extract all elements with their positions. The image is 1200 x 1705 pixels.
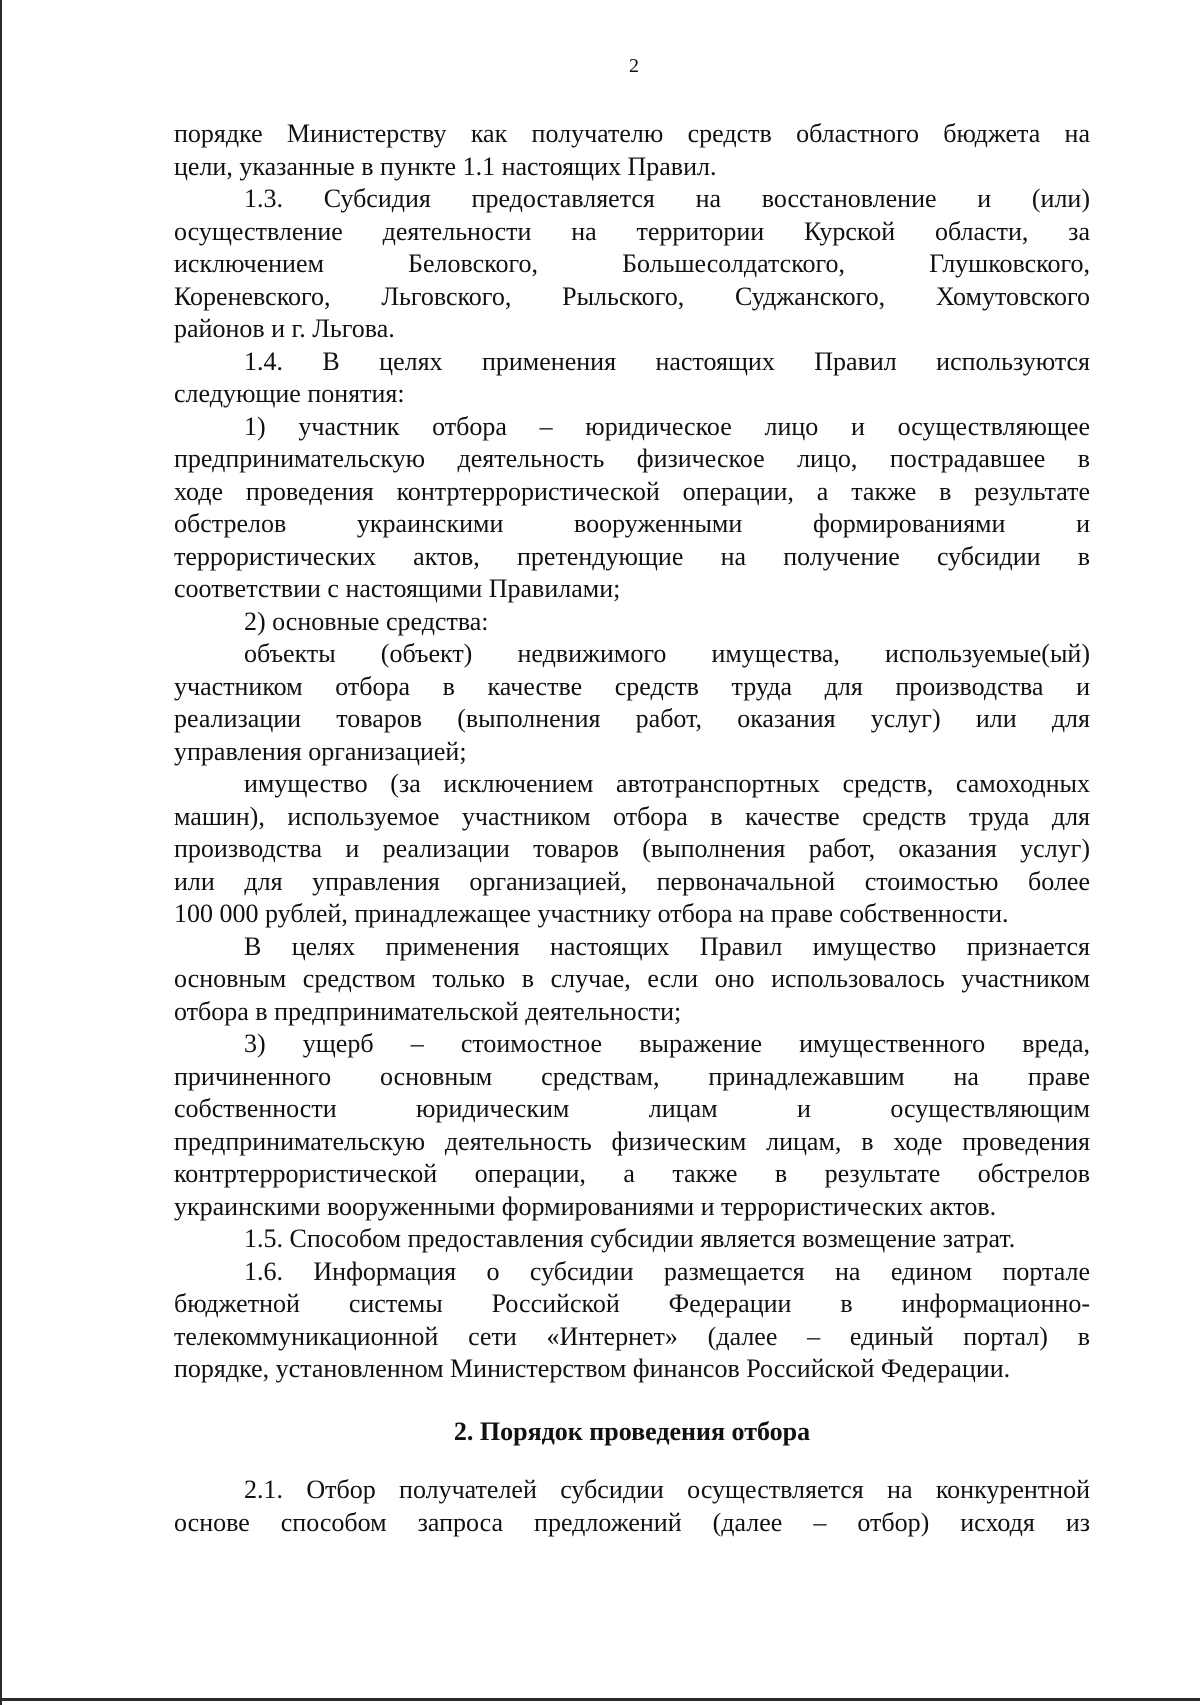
page-edge-left	[0, 0, 2, 1705]
text-line: причиненного основным средствам, принадлежавшим на праве	[174, 1061, 1090, 1091]
text-line: украинскими вооруженными формированиями и террористических актов.	[174, 1191, 997, 1221]
text-line: основным средством только в случае, если оно использовалось участником	[174, 964, 1090, 993]
text-line: отбора в предпринимательской деятельности;	[174, 996, 682, 1026]
text-line: бюджетной системы Российской Федерации в информационно-	[174, 1289, 1090, 1318]
text-line: цели, указанные в пункте 1.1 настоящих Правил.	[174, 151, 717, 181]
text-line: исключением Беловского, Большесолдатского, Глушковского,	[174, 249, 1090, 278]
text-line: 100 000 рублей, принадлежащее участнику отбора на праве собственности.	[174, 899, 1009, 928]
document-body	[174, 118, 1090, 1539]
text-line: или для управления организацией, первоначальной стоимостью более	[174, 866, 1090, 896]
text-line: порядке, установленном Министерством финансов Российской Федерации.	[174, 1354, 1011, 1383]
text-line: Кореневского, Льговского, Рыльского, Суджанского, Хомутовского	[174, 281, 1090, 311]
text-line: производства и реализации товаров (выполнения работ, оказания услуг)	[174, 834, 1090, 863]
text-line: В целях применения настоящих Правил имущество признается	[244, 931, 1090, 961]
text-line: 1.4. В целях применения настоящих Правил используются	[244, 346, 1090, 376]
text-line: контртеррористической операции, а также в результате обстрелов	[174, 1159, 1090, 1188]
text-line: имущество (за исключением автотранспортных средств, самоходных	[244, 769, 1090, 798]
text-line: предпринимательскую деятельность физическим лицам, в ходе проведения	[174, 1126, 1090, 1156]
text-line: порядке Министерству как получателю средств областного бюджета на	[174, 119, 1090, 148]
text-block-after-heading	[174, 1474, 1090, 1539]
text-line: обстрелов украинскими вооруженными формированиями и	[174, 509, 1090, 538]
text-line: 1) участник отбора – юридическое лицо и осуществляющее	[244, 411, 1090, 441]
page-number: 2	[629, 55, 639, 77]
text-line: основе способом запроса предложений (далее – отбор) исходя из	[174, 1507, 1090, 1537]
text-line: управления организацией;	[174, 736, 467, 766]
text-line: телекоммуникационной сети «Интернет» (далее – единый портал) в	[174, 1321, 1090, 1351]
text-line: 1.3. Субсидия предоставляется на восстановление и (или)	[244, 184, 1090, 213]
text-line: осуществление деятельности на территории Курской области, за	[174, 216, 1090, 246]
section-heading: 2. Порядок проведения отбора	[453, 1416, 811, 1446]
text-line: ходе проведения контртеррористической операции, а также в результате	[174, 476, 1090, 506]
text-line: 2.1. Отбор получателей субсидии осуществляется на конкурентной	[244, 1475, 1090, 1504]
text-line: районов и г. Льгова.	[174, 314, 395, 343]
text-line: следующие понятия:	[174, 379, 405, 408]
text-line: собственности юридическим лицам и осуществляющим	[174, 1094, 1090, 1123]
text-line: предпринимательскую деятельность физическое лицо, пострадавшее в	[174, 444, 1090, 473]
text-line: 1.5. Способом предоставления субсидии является возмещение затрат.	[244, 1224, 1016, 1253]
text-line: участником отбора в качестве средств труда для производства и	[174, 671, 1090, 701]
text-line: машин), используемое участником отбора в качестве средств труда для	[174, 801, 1090, 831]
page-edge-bottom	[0, 1698, 1200, 1701]
text-line: 1.6. Информация о субсидии размещается на едином портале	[244, 1256, 1090, 1286]
text-block-before-heading	[174, 118, 1090, 1386]
text-line: террористических актов, претендующие на получение субсидии в	[174, 541, 1090, 571]
text-line: соответствии с настоящими Правилами;	[174, 574, 621, 603]
text-line: 2) основные средства:	[244, 606, 489, 636]
text-line: 3) ущерб – стоимостное выражение имущественного вреда,	[244, 1029, 1090, 1058]
text-line: объекты (объект) недвижимого имущества, используемые(ый)	[244, 639, 1090, 668]
text-line: реализации товаров (выполнения работ, оказания услуг) или для	[174, 704, 1090, 733]
